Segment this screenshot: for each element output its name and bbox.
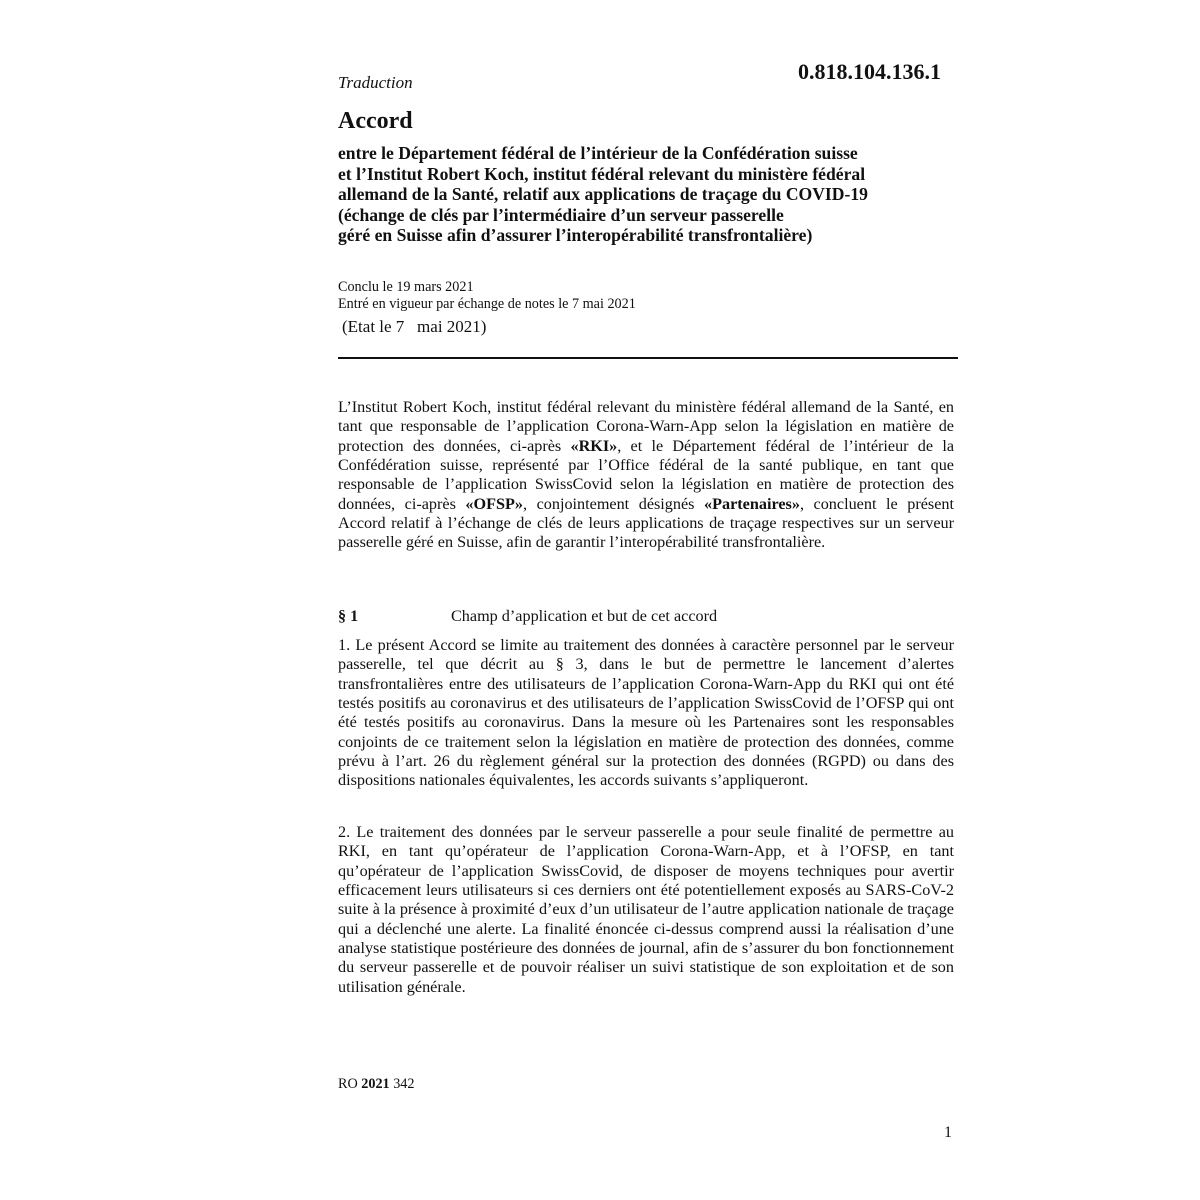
subtitle-line: entre le Département fédéral de l’intérieur de la Confédération suisse xyxy=(338,143,858,163)
preamble-paragraph xyxy=(338,398,954,553)
document-meta xyxy=(338,279,636,312)
subtitle-line: géré en Suisse afin d’assurer l’interopérabilité transfrontalière) xyxy=(338,225,813,246)
translation-label: Traduction xyxy=(338,73,413,92)
document-subtitle xyxy=(338,143,958,246)
page-number: 1 xyxy=(944,1124,952,1141)
subtitle-line: (échange de clés par l’intermédiaire d’un serveur passerelle xyxy=(338,204,784,225)
term-rki: «RKI» xyxy=(570,436,618,455)
status-date: (Etat le 7 mai 2021) xyxy=(342,317,487,336)
term-ofsp: «OFSP» xyxy=(465,494,523,513)
preamble-text: L’Institut Robert Koch, institut fédéral relevant du ministère fédéral allemand de la Santé, en tant que responsable de l’application Corona-Warn-App selon la législation en matière de protection des données, ci-après xyxy=(338,398,954,455)
subtitle-line: et l’Institut Robert Koch, institut fédéral relevant du ministère fédéral xyxy=(338,163,866,184)
concluded-date: Conclu le 19 mars 2021 xyxy=(338,279,474,295)
entry-into-force: Entré en vigueur par échange de notes le 7 mai 2021 xyxy=(338,295,636,312)
section-paragraph-2: 2. Le traitement des données par le serveur passerelle a pour seule finalité de permettre au RKI, en tant qu’opérateur de l’application Corona-Warn-App, et à l’OFSP, en tant qu’opérateur de l’application SwissCovid, de disposer de moyens techniques pour avertir efficacement leurs utilisateurs si ces derniers ont été potentiellement exposés au SARS-CoV-2 suite à la présence à proximité d’eux d’un utilisateur de l’autre application nationale de traçage qui a déclenché une alerte. La finalité énoncée ci-dessus comprend aussi la réalisation d’une analyse statistique postérieure des données de journal, afin de s’assurer du bon fonctionnement du serveur passerelle et de pouvoir réaliser un suivi statistique de son exploitation et de son utilisation générale. xyxy=(338,823,954,996)
section-paragraph-1: 1. Le présent Accord se limite au traitement des données à caractère personnel par le serveur passerelle, tel que décrit au § 3, dans le but de permettre le lancement d’alertes transfrontalières entre des utilisateurs de l’application Corona-Warn-App du RKI qui ont été testés positifs au coronavirus et des utilisateurs de l’application SwissCovid de l’OFSP qui ont été testés positifs au coronavirus. Dans la mesure où les Partenaires sont les responsables conjoints de ce traitement selon la législation en matière de protection des données, comme prévu à l’art. 26 du règlement général sur la protection des données (RGPD) ou dans des dispositions nationales équivalentes, les accords suivants s’appliqueront. xyxy=(338,636,954,790)
ro-prefix: RO xyxy=(338,1076,358,1092)
official-compilation-reference xyxy=(338,1076,414,1093)
preamble-text: , concluent le présent Accord relatif à l’échange de clés de leurs applications de traçage respectives sur un serveur passerelle géré en Suisse, afin de garantir l’interopérabilité transfrontalière. xyxy=(338,494,954,552)
preamble-text: , et le Département fédéral de l’intérieur de la Confédération suisse, représenté par l’Office fédéral de la santé publique, en tant que responsable de l’application SwissCovid selon la législation en matière de protection des données, ci-après xyxy=(338,436,955,513)
header-divider xyxy=(338,357,958,359)
preamble-text: , conjointement désignés xyxy=(522,494,705,513)
document-title: Accord xyxy=(338,108,413,134)
term-partenaires: «Partenaires» xyxy=(704,494,800,513)
section-number: § 1 xyxy=(338,607,359,625)
section-title: Champ d’application et but de cet accord xyxy=(451,607,718,625)
ro-year: 2021 xyxy=(361,1076,390,1092)
ro-page: 342 xyxy=(393,1076,415,1092)
subtitle-line: allemand de la Santé, relatif aux applications de traçage du COVID-19 xyxy=(338,184,868,205)
systematic-number: 0.818.104.136.1 xyxy=(798,59,941,84)
